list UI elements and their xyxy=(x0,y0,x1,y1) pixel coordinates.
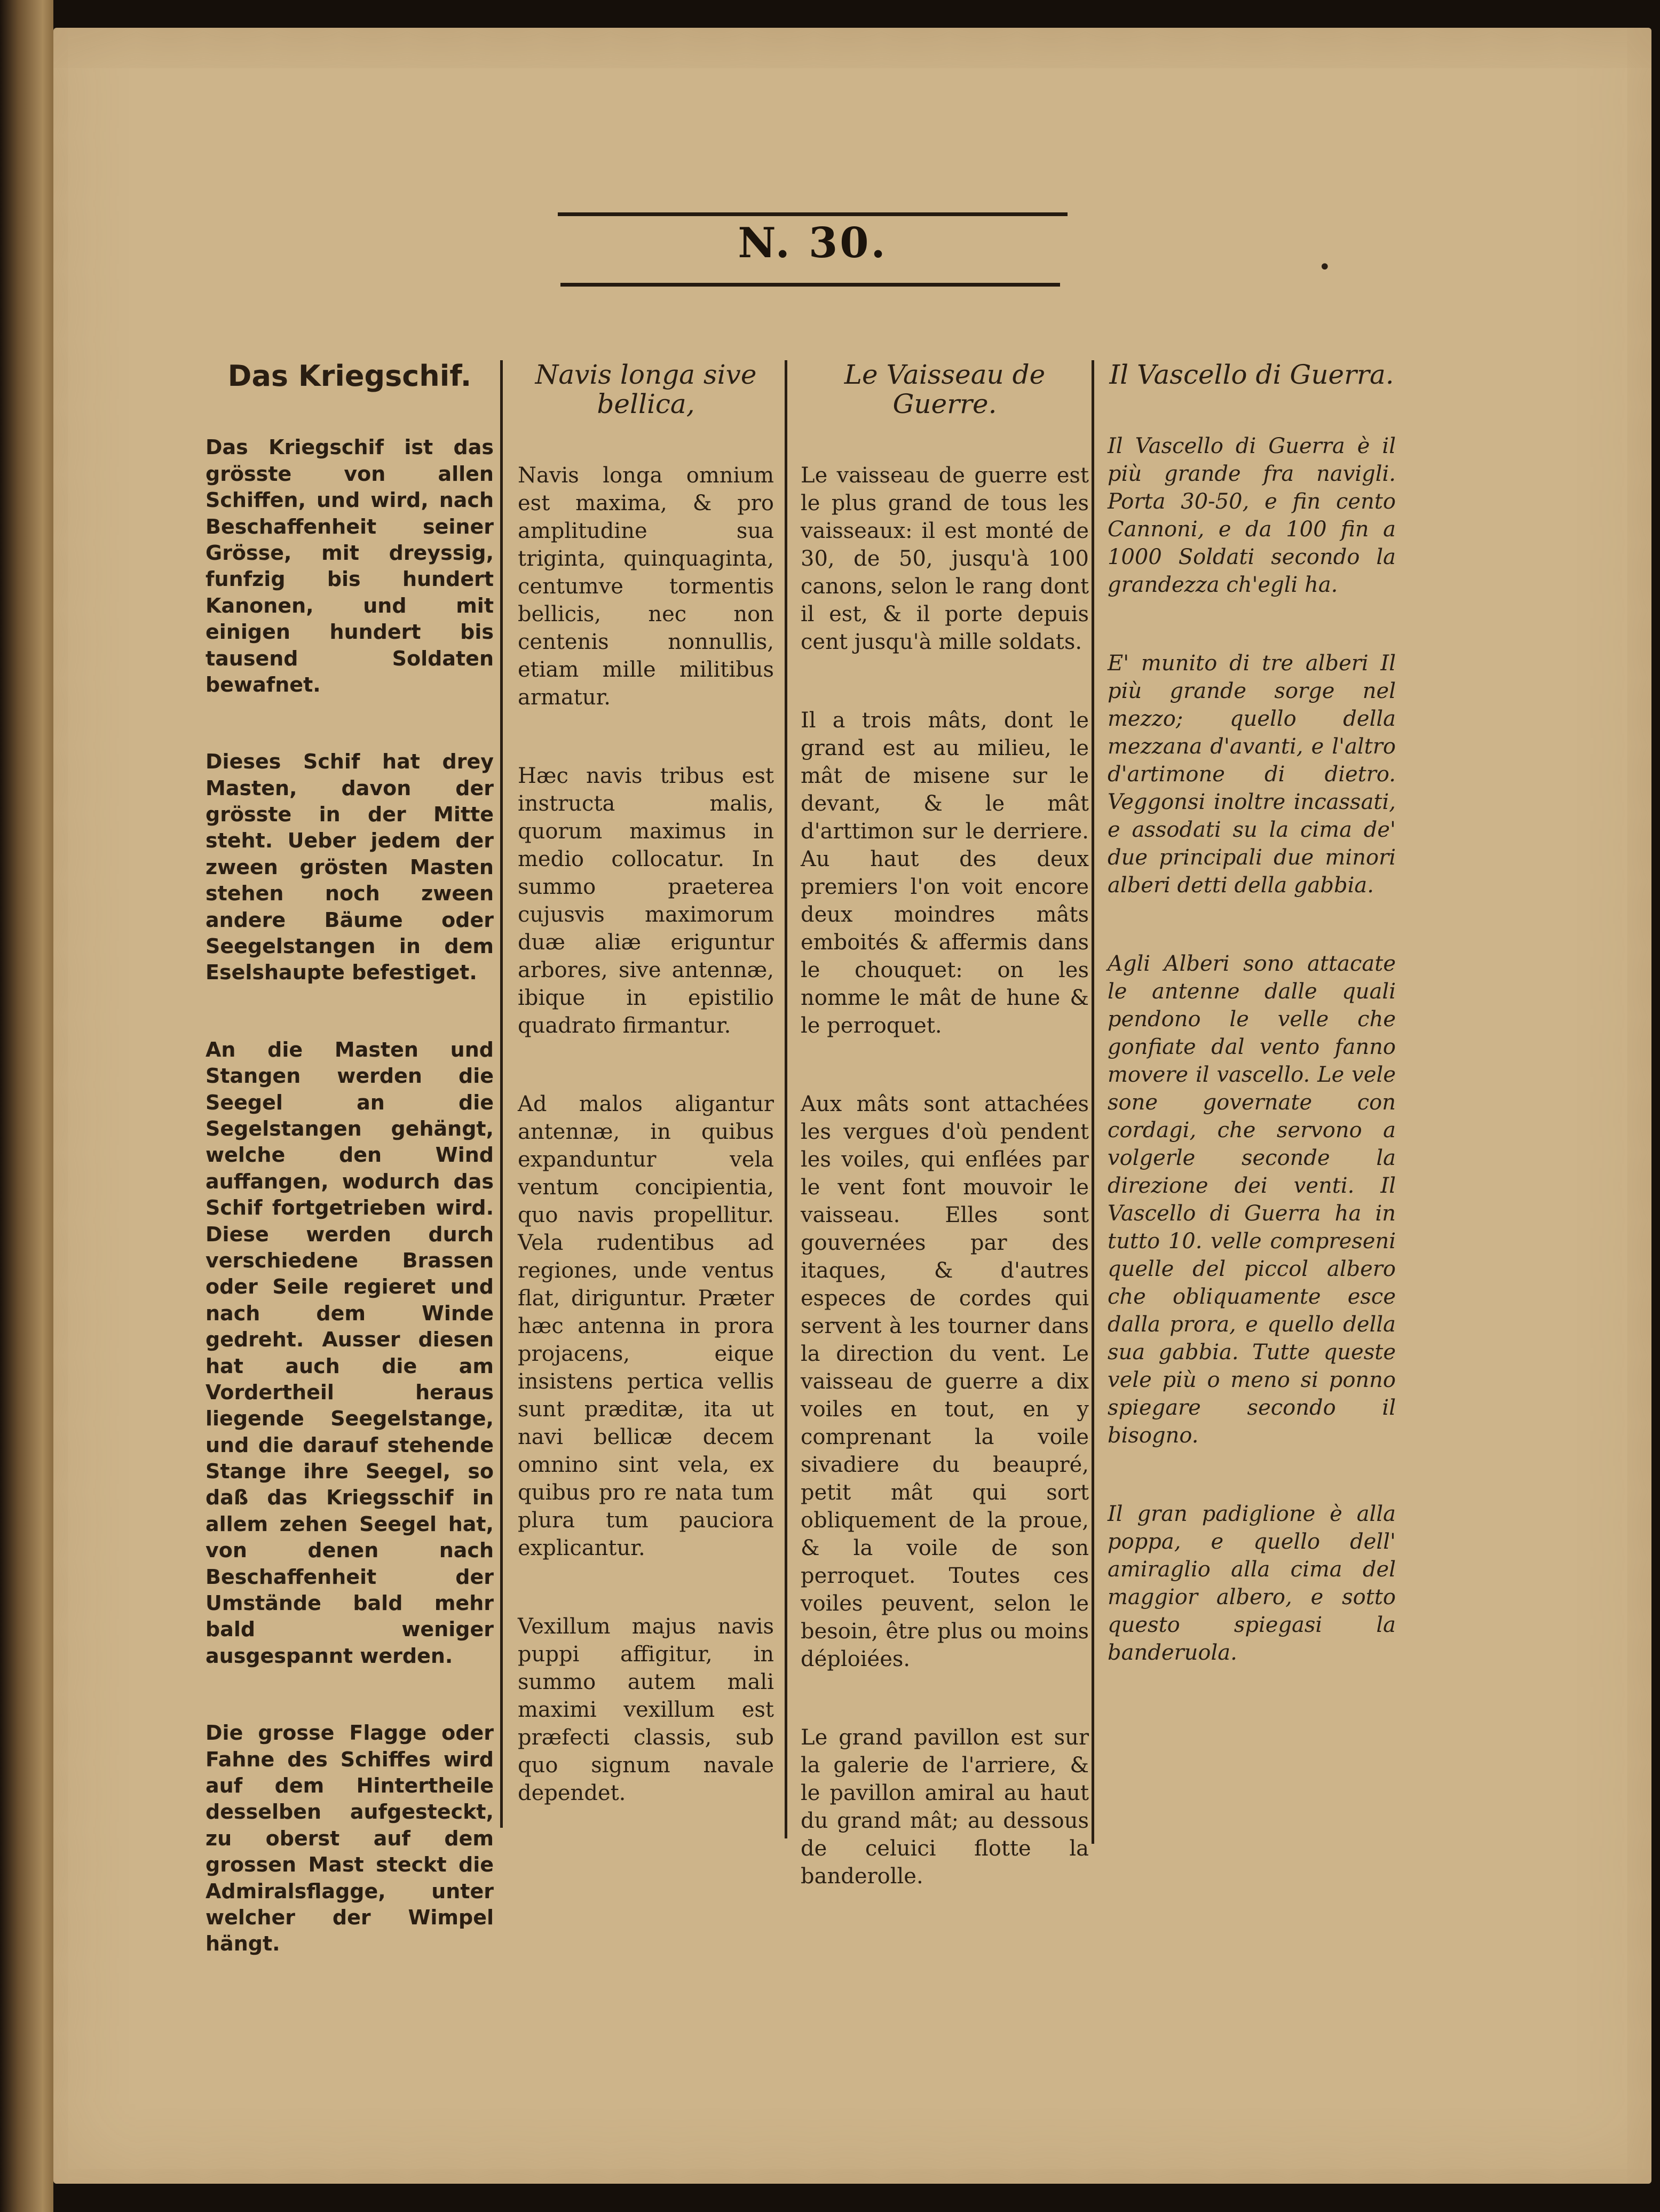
paragraph: Il a trois mâts, dont le grand est au milieu, le mât de misene sur le devant, & le mât d'arttimon sur le derriere. Au haut des deux premiers l'on voit encore deux moindres mâts emboités & affermis dans le chouquet: on les nomme le mât de hune & le perroquet. xyxy=(801,708,1089,1038)
paragraph: An die Masten und Stangen werden die Seegel an die Segelstangen gehängt, welche den Wind auffangen, wodurch das Schif fortgetrieben wird. Diese werden durch verschiedene Brassen oder Seile regieret und nach dem Winde gedreht. Ausser diesen hat auch die am Vordertheil heraus liegende Seegelstange, und die darauf stehende Stange ihre Seegel, so daß das Kriegsschif in allem zehen Seegel hat, von denen nach Beschaffenheit der Umstände bald mehr bald weniger ausgespannt werden. xyxy=(205,1037,494,1668)
paragraph: Aux mâts sont attachées les vergues d'où pendent les voiles, qui enflées par le vent font mouvoir le vaisseau. Elles sont gouvernées par des itaques, & d'autres especes de cordes qui servent à les tourner dans la direction du vent. Le vaisseau de guerre a dix voiles en tout, en y comprenant la voile sivadiere du beaupré, petit mât qui sort obliquement de la proue, & la voile de son perroquet. Toutes ces voiles peuvent, selon le besoin, être plus ou moins déploiées. xyxy=(801,1092,1089,1671)
header-rule-top xyxy=(558,212,1068,216)
column-heading: Navis longa sive bellica, xyxy=(535,359,757,419)
paragraph: Vexillum majus navis puppi affigitur, in summo autem mali maximi vexillum est præfecti classis, sub quo signum navale dependet. xyxy=(518,1614,774,1805)
paragraph: Il gran padiglione è alla poppa, e quello dell' amiraglio alla cima del maggior albero, e sotto questo spiegasi la banderuola. xyxy=(1108,1502,1396,1665)
column-heading: Le Vaisseau de Guerre. xyxy=(844,359,1046,419)
column-divider xyxy=(785,360,787,1838)
book-fold xyxy=(0,0,53,2212)
paragraph: Le grand pavillon est sur la galerie de l'arriere, & le pavillon amiral au haut du grand mât; au dessous de celuici flotte la banderolle. xyxy=(801,1725,1089,1889)
paragraph: Das Kriegschif ist das grösste von allen Schiffen, und wird, nach Beschaffenheit seiner Grösse, mit dreyssig, funfzig bis hundert Kanonen, und mit einigen hundert bis tausend Soldaten bewafnet. xyxy=(205,435,494,696)
paragraph: Agli Alberi sono attacate le antenne dalle quali pendono le velle che gonfiate dal vento fanno movere il vascello. Le vele sone governate con cordagi, che servono a volgerle seconde la direzione dei venti. Il Vascello di Guerra ha in tutto 10. velle compreseni quelle del piccol albero che obliquamente esce dalla prora, e quello della sua gabbia. Tutte queste vele più o meno si ponno spiegare secondo il bisogno. xyxy=(1108,952,1396,1448)
column-italian xyxy=(1108,360,1396,1717)
ink-mark: • xyxy=(1318,255,1331,280)
page-header xyxy=(558,208,1068,288)
paragraph: Navis longa omnium est maxima, & pro amplitudine sua triginta, quinquaginta, centumve tormentis bellicis, nec non centenis nonnullis, etiam mille militibus armatur. xyxy=(518,463,774,710)
paragraph: E' munito di tre alberi Il più grande sorge nel mezzo; quello della mezzana d'avanti, e l'altro d'artimone di dietro. Veggonsi inoltre incassati, e assodati su la cima de' due principali due minori alberi detti della gabbia. xyxy=(1108,651,1396,898)
paragraph: Dieses Schif hat drey Masten, davon der grösste in der Mitte steht. Ueber jedem der zween grösten Masten stehen noch zween andere Bäume oder Seegelstangen in dem Eselshaupte befestiget. xyxy=(205,750,494,985)
column-german xyxy=(205,360,494,2008)
column-latin xyxy=(518,360,774,1858)
paragraph: Hæc navis tribus est instructa malis, quorum maximus in medio collocatur. In summo praeterea cujusvis maximorum duæ aliæ eriguntur arbores, sive antennæ, ibique in epistilio quadrato firmantur. xyxy=(518,764,774,1038)
paragraph: Il Vascello di Guerra è il più grande fra navigli. Porta 30-50, e fin cento Cannoni, e da 100 fin a 1000 Soldati secondo la grandezza ch'egli ha. xyxy=(1108,434,1396,597)
column-divider xyxy=(1092,360,1094,1844)
paragraph: Le vaisseau de guerre est le plus grand de tous les vaisseaux: il est monté de 30, de 50, jusqu'à 100 canons, selon le rang dont il est, & il porte depuis cent jusqu'à mille soldats. xyxy=(801,463,1089,654)
column-french xyxy=(801,360,1089,1941)
paragraph: Ad malos aligantur antennæ, in quibus expanduntur vela ventum concipientia, quo navis propellitur. Vela rudentibus ad regiones, unde ventus flat, diriguntur. Præter hæc antenna in prora projacens, eique insistens pertica vellis sunt præditæ, ita ut navi bellicæ decem omnino sint vela, ex quibus pro re nata tum plura tum pauciora explicantur. xyxy=(518,1092,774,1560)
paragraph: Die grosse Flagge oder Fahne des Schiffes wird auf dem Hintertheile desselben aufgesteckt, zu oberst auf dem grossen Mast steckt die Admiralsflagge, unter welcher der Wimpel hängt. xyxy=(205,1721,494,1956)
column-heading: Das Kriegschif. xyxy=(227,359,472,393)
page-number-title: N. 30. xyxy=(738,219,888,267)
column-divider xyxy=(500,360,503,1828)
header-rule-bottom xyxy=(560,283,1060,287)
column-heading: Il Vascello di Guerra. xyxy=(1109,359,1394,390)
